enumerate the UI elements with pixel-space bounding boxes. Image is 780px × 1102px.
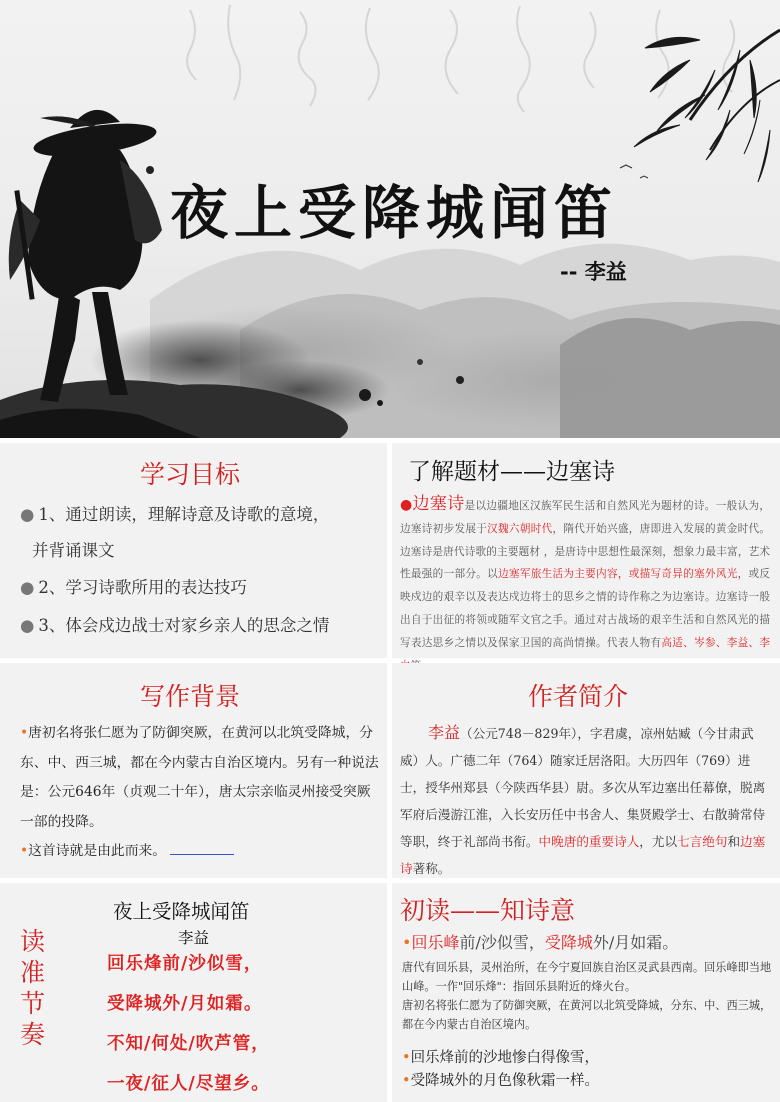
- writing-background-text: [20, 719, 380, 837]
- reading-verse-line: [402, 930, 678, 953]
- text-run: 这首诗就是由此而来。: [28, 843, 167, 859]
- poem-line-3: 不知/何处/吹芦管，: [107, 1034, 270, 1054]
- bullet-dot-icon: •: [20, 843, 29, 859]
- bullet-dot-icon: ●: [400, 497, 413, 513]
- learning-goals-panel: [0, 443, 387, 658]
- poem-author: 李益: [178, 929, 210, 947]
- reading-translation-1: [402, 1046, 599, 1067]
- text-run: ，尤以: [639, 834, 678, 849]
- learning-goals-title: 学习目标: [140, 460, 241, 489]
- text-run: 前/沙似雪，: [459, 933, 545, 952]
- rhythm-side-label: 读准节奏: [20, 927, 46, 1049]
- writing-background-panel: [0, 663, 387, 878]
- author-intro-text: [400, 719, 772, 882]
- text-run: 著称。: [412, 861, 451, 876]
- text-run: 是以边疆地区汉族军民生活和自然风光为题材的诗。一般认为，边塞诗初步发展于: [400, 500, 770, 535]
- highlight-run: 受降城: [544, 933, 593, 952]
- text-run: 受降城外的月色像秋霜一样。: [410, 1073, 600, 1089]
- hero-title: 夜上受降城闻笛: [170, 179, 619, 247]
- goal-item-1: [20, 501, 329, 525]
- highlight-run: 汉魏六朝时代: [487, 522, 553, 535]
- bullet-dot-icon: •: [402, 933, 412, 952]
- highlight-run: 边塞军旅生活为主要内容，或描写奇异的塞外风光: [498, 568, 738, 581]
- poem-line-4: 一夜/征人/尽望乡。: [107, 1074, 270, 1094]
- goal-text: 3、体会戍边战士对家乡亲人的思念之情: [38, 616, 330, 635]
- highlight-run: 边塞诗: [400, 834, 766, 876]
- first-reading-title: 初读——知诗意: [400, 896, 576, 925]
- bullet-dot-icon: •: [402, 1050, 411, 1066]
- frontier-poetry-title: 了解题材——边塞诗: [408, 459, 615, 485]
- hero-author: -- 李益: [560, 260, 627, 284]
- goal-item-1-cont: 并背诵课文: [32, 541, 115, 560]
- reading-note-1: 唐代有回乐县，灵州治所，在今宁夏回族自治区灵武县西南。回乐峰即当地山峰。一作"回乐烽"：指回乐县附近的烽火台。: [402, 961, 772, 993]
- author-intro-panel: [392, 663, 780, 878]
- highlight-run: 回乐峰: [411, 933, 460, 952]
- author-name: 李益: [428, 723, 461, 742]
- text-run: （公元748－829年），字君虞，凉州姑臧（今甘肃武威）人。广德二年（764）随家迁居洛阳。大历四年（769）进士，授华州郑县（今陕西华县）尉。多次从军边塞出任幕僚，脱离军府后漫游江淮，入长安历任中书舍人、集贤殿学士、右散骑常侍等职，终于礼部尚书衔。: [400, 726, 766, 849]
- text-run: 唐初名将张仁愿为了防御突厥，在黄河以北筑受降城，分东、中、西三城，都在今内蒙古自治区境内。另有一种说法是：公元646年（贞观二十年），唐太宗亲临灵州接受突厥一部的投降。: [20, 725, 379, 830]
- hero-banner: [0, 0, 780, 438]
- reading-translation-2: [402, 1069, 599, 1090]
- text-run: 和: [727, 834, 741, 849]
- frontier-poetry-panel: [392, 443, 780, 658]
- poem-line-1: 回乐烽前/沙似雪，: [107, 954, 263, 974]
- text-run: 外/月如霜。: [592, 933, 679, 952]
- highlight-run: 中晚唐的重要诗人: [538, 834, 640, 849]
- goal-item-3: [20, 612, 329, 636]
- highlight-run: 高适、岑参、李益、李: [661, 636, 771, 649]
- goal-text: 2、学习诗歌所用的表达技巧: [38, 578, 247, 597]
- text-run: ，或反映戍边的艰辛以及表达戍边将士的思乡之情的诗作称之为边塞诗。边塞诗一般出自于出征的将领或随军文官之手。通过对古战场的艰辛生活和自然风光的描写表达思乡之情以及保家卫国的高尚情操。代表人物有: [400, 568, 771, 649]
- bullet-dot-icon: ●: [20, 578, 35, 597]
- writing-background-conclusion: [20, 837, 380, 867]
- writing-background-title: 写作背景: [140, 682, 241, 711]
- blank-underline: [170, 843, 234, 855]
- goal-text: 1、通过朗读，理解诗意及诗歌的意境，: [38, 505, 330, 524]
- poem-title: 夜上受降城闻笛: [113, 900, 250, 923]
- text-run: 回乐烽前的沙地惨白得像雪，: [410, 1050, 600, 1066]
- highlight-run: 七言绝句: [677, 834, 728, 849]
- bullet-dot-icon: •: [402, 1073, 411, 1089]
- author-intro-title: 作者简介: [528, 682, 629, 711]
- text-run: ，隋代开始兴盛，唐即进入发展的黄金时代。边塞诗是唐代诗歌的主要题材 ，是唐诗中思想性最深刻，想象力最丰富，艺术性最强的一部分。以: [400, 522, 771, 581]
- poem-line-2: 受降城外/月如霜。: [107, 994, 263, 1014]
- goal-item-2: [20, 574, 247, 598]
- bullet-dot-icon: •: [20, 725, 29, 741]
- reading-note-2: 唐初名将张仁愿为了防御突厥，在黄河以北筑受降城，分东、中、西三城，都在今内蒙古自治区境内。: [402, 999, 772, 1031]
- bullet-dot-icon: ●: [20, 505, 35, 524]
- frontier-poetry-text: [400, 493, 770, 677]
- keyword-frontier-poetry: 边塞诗: [412, 494, 465, 514]
- bullet-dot-icon: ●: [20, 616, 35, 635]
